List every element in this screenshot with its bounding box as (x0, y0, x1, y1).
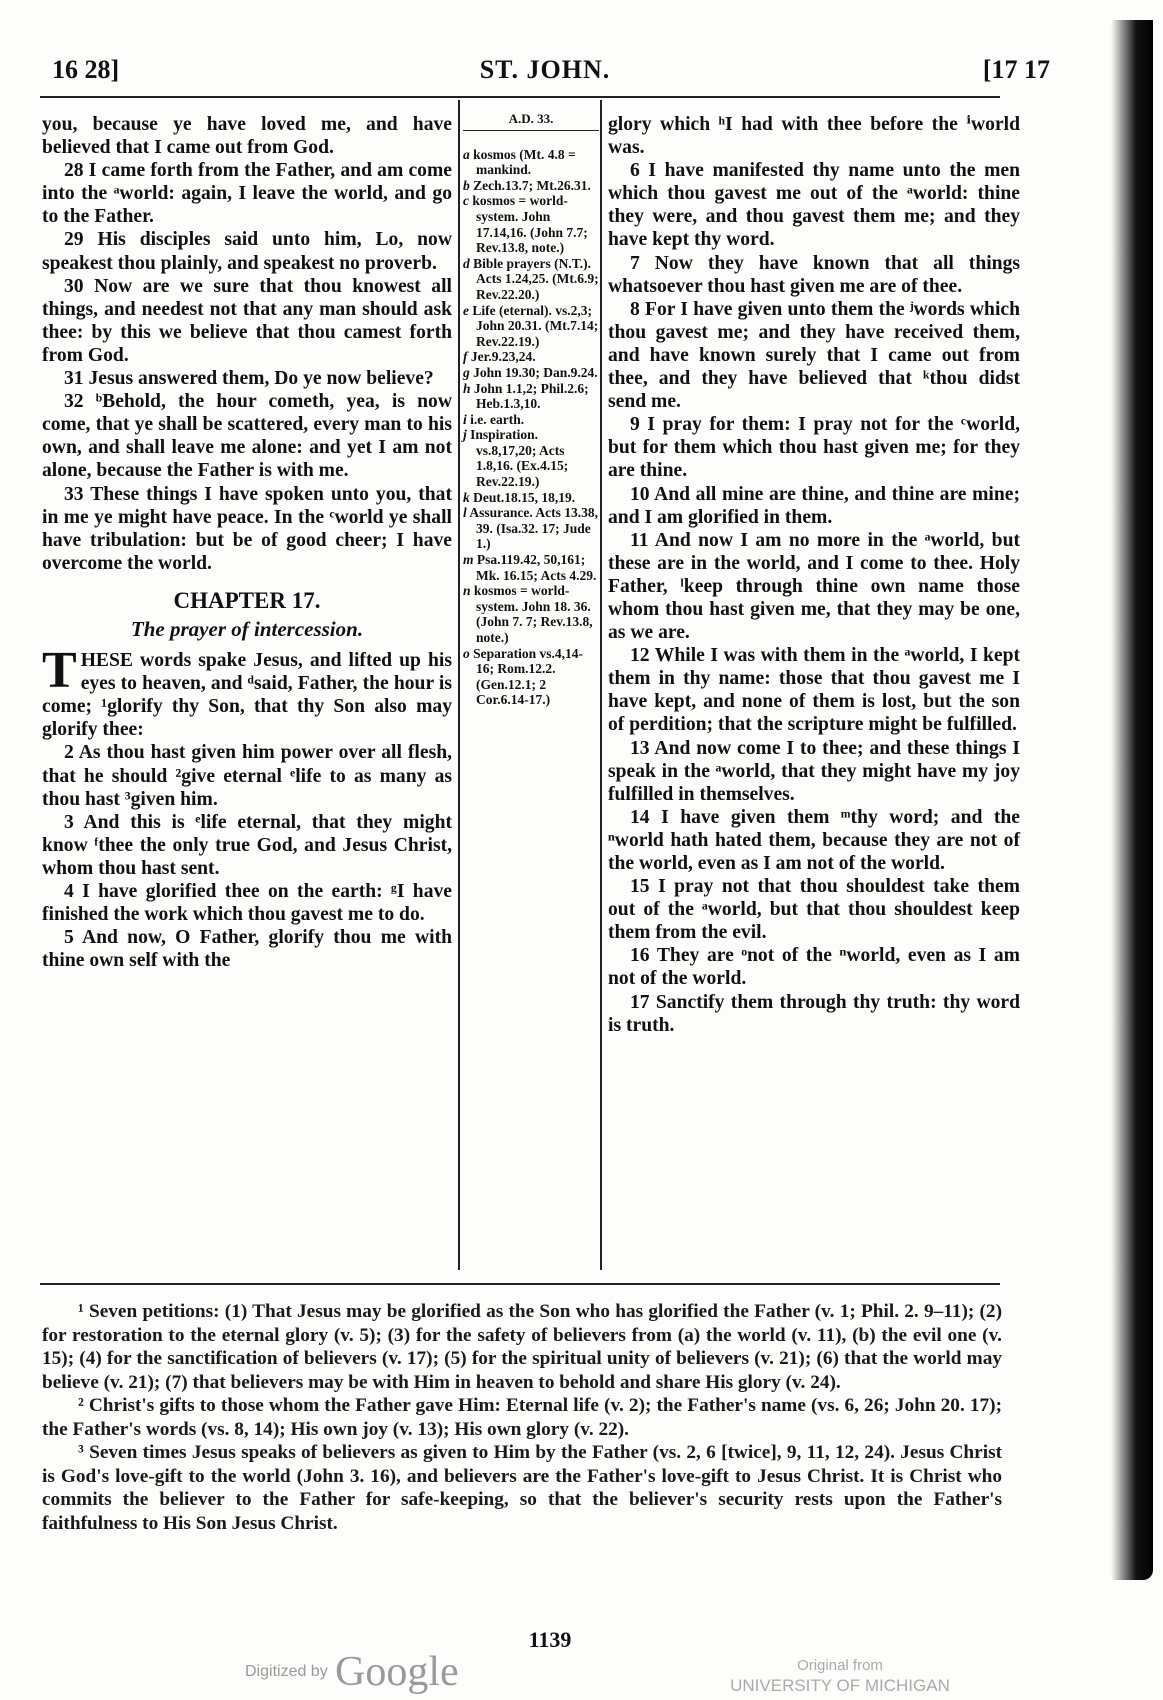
verse-paragraph: 11 And now I am no more in the ᵃworld, but these are in the world, and I come to thee. Holy Father, ˡkeep through thine own name those whom thou hast given me, that they may be one, as we are. (608, 529, 1020, 644)
page-number: 1139 (528, 1627, 572, 1652)
reference-entry (463, 193, 599, 256)
digitized-by-label: Digitized by (245, 1663, 328, 1680)
header-title: ST. JOHN. (479, 55, 611, 84)
reference-letter: j (463, 427, 467, 443)
reference-letter: d (463, 255, 470, 271)
reference-letter: m (463, 552, 474, 568)
verse-paragraph: glory which ʰI had with thee before the ⁱworld was. (608, 114, 1020, 159)
verse-paragraph: 14 I have given them ᵐthy word; and the ⁿworld hath hated them, because they are not of the world, even as I am not of the world. (608, 806, 1020, 874)
reference-text: Bible prayers (N.T.). Acts 1.24,25. (Mt.6.9; Rev.22.20.) (473, 255, 599, 302)
verse-paragraph: 30 Now are we sure that thou knowest all things, and needest not that any man should ask thee: by this we believe that thou camest forth from God. (42, 275, 452, 366)
original-from-label: Original from (797, 1657, 883, 1674)
reference-text: kosmos (Mt. 4.8 = mankind. (473, 146, 576, 178)
drop-cap: T (42, 642, 77, 700)
chapter-heading: CHAPTER 17. (173, 587, 321, 613)
reference-letter: k (463, 489, 470, 505)
reference-text: Inspiration. vs.8,17,20; Acts 1.8,16. (Ex.4.15; Rev.22.19.) (470, 427, 569, 490)
reference-letter: c (463, 193, 469, 209)
footnote: ³ Seven times Jesus speaks of believers as given to Him by the Father (vs. 2, 6 [twice], 9, 11, 12, 24). Jesus Christ is God's love-gift to the world (John 3. 16), and believers are the Father's love-gift to Jesus Christ. It is Christ who commits the believer to the Father for safe-keeping, so that the believer's security rests upon the Father's faithfulness to His Son Jesus Christ. (42, 1442, 1002, 1534)
verse-paragraph: 28 I came forth from the Father, and am come into the ᵃworld: again, I leave the world, and go to the Father. (42, 160, 452, 228)
footnote-rule (40, 1283, 1000, 1285)
verse-text: HESE words spake Jesus, and lifted up his eyes to heaven, and ᵈsaid, Father, the hour is come; ¹glorify thy Son, that thy Son also may glorify thee: (42, 650, 452, 741)
verse-paragraph: 5 And now, O Father, glorify thou me with thine own self with the (42, 927, 452, 972)
verse-paragraph: 12 While I was with them in the ᵃworld, I kept them in thy name: those that thou gavest me I have kept, and none of them is lost, but the son of perdition; that the scripture might be fulfilled. (608, 645, 1020, 736)
right-text-column (608, 113, 1020, 1037)
reference-text: Separation vs.4,14-16; Rom.12.2. (Gen.12.1; 2 Cor.6.14-17.) (473, 645, 584, 708)
reference-text: John 1.1,2; Phil.2.6; Heb.1.3,10. (473, 380, 589, 412)
reference-letter: e (463, 302, 469, 318)
google-logo: Google (335, 1649, 459, 1695)
footnotes (42, 1300, 1002, 1535)
reference-letter: a (463, 146, 470, 162)
reference-text: kosmos = world-system. John 18. 36. (John 7. 7; Rev.13.8, note.) (473, 583, 593, 645)
left-text-column (42, 113, 452, 972)
page-edge-shadow (1111, 20, 1153, 1580)
chapter-subtitle: The prayer of intercession. (130, 616, 364, 641)
verse-paragraph: 10 And all mine are thine, and thine are mine; and I am glorified in them. (608, 483, 1020, 528)
reference-entry (463, 177, 599, 194)
header-rule (40, 96, 1000, 98)
reference-letter: l (463, 505, 467, 521)
reference-entry (463, 489, 599, 506)
verse-paragraph: 32 ᵇBehold, the hour cometh, yea, is now come, that ye shall be scattered, every man to his own, and shall leave me alone: and yet I am not alone, because the Father is with me. (42, 391, 452, 482)
verse-paragraph: 9 I pray for them: I pray not for the ᶜworld, but for them which thou hast given me; for they are thine. (608, 414, 1020, 482)
verse-paragraph: 2 As thou hast given him power over all flesh, that he should ²give eternal ᵉlife to as many as thou hast ³given him. (42, 742, 452, 810)
verse-paragraph: 6 I have manifested thy name unto the men which thou gavest me out of the ᵃworld: thine they were, and thou gavest them me; and they have kept thy word. (608, 160, 1020, 251)
reference-text: Life (eternal). vs.2,3; John 20.31. (Mt.7.14; Rev.22.19.) (472, 302, 599, 349)
reference-text: Psa.119.42, 50,161; Mk. 16.15; Acts 4.29. (476, 552, 597, 583)
verse-paragraph (42, 642, 452, 741)
verse-paragraph: 29 His disciples said unto him, Lo, now speakest thou plainly, and speakest no proverb. (42, 229, 452, 274)
university-label: UNIVERSITY OF MICHIGAN (730, 1676, 950, 1695)
reference-entry (463, 146, 599, 178)
reference-date: A.D. 33. (463, 111, 599, 131)
reference-entry (463, 302, 599, 350)
reference-text: Deut.18.15, 18,19. (473, 489, 576, 505)
reference-letter: i (463, 411, 467, 427)
verse-paragraph: 3 And this is ᵉlife eternal, that they might know ᶠthee the only true God, and Jesus Christ, whom thou hast sent. (42, 811, 452, 879)
reference-letter: g (463, 364, 470, 380)
verse-paragraph: 13 And now come I to thee; and these things I speak in the ᵃworld, that they might have my joy fulfilled in themselves. (608, 737, 1020, 805)
reference-letter: b (463, 177, 470, 193)
verse-paragraph: you, because ye have loved me, and have believed that I came out from God. (42, 114, 452, 159)
reference-entry (463, 505, 599, 552)
verse-paragraph: 15 I pray not that thou shouldest take them out of the ᵃworld, but that thou shouldest keep them from the evil. (608, 876, 1020, 944)
footnote: ¹ Seven petitions: (1) That Jesus may be glorified as the Son who has glorified the Father (v. 1; Phil. 2. 9–11); (2) for restoration to the eternal glory (v. 5); (3) for the safety of believers from (a) the world (v. 11), (b) the evil one (v. 15); (4) for the sanctification of believers (v. 17); (5) for the spiritual unity of believers (v. 21); (6) that the world may believe (v. 21); (7) that believers may be with Him in heaven to behold and share His glory (v. 24). (42, 1301, 1002, 1393)
verse-paragraph: 31 Jesus answered them, Do ye now believe? (64, 368, 434, 390)
verse-paragraph: 7 Now they have known that all things whatsoever thou hast given me are of thee. (608, 252, 1020, 297)
reference-letter: h (463, 380, 471, 396)
reference-text: Zech.13.7; Mt.26.31. (473, 177, 591, 193)
cross-reference-column (463, 111, 599, 708)
reference-text: kosmos = world-system. John 17.14,16. (John 7.7; Rev.13.8, note.) (472, 193, 588, 256)
running-header (40, 50, 1050, 90)
verse-paragraph: 33 These things I have spoken unto you, that in me ye might have peace. In the ᶜworld ye shall have tribulation: but be of good cheer; I have overcome the world. (42, 483, 452, 574)
footnote: ² Christ's gifts to those whom the Father gave Him: Eternal life (v. 2); the Father's name (vs. 6, 26; John 20. 17); the Father's words (vs. 8, 14); His own joy (v. 13); His own glory (v. 22). (42, 1395, 1002, 1440)
reference-entry (463, 349, 599, 365)
reference-entry (463, 255, 599, 303)
reference-text: Assurance. Acts 13.38, 39. (Isa.32. 17; Jude 1.) (469, 505, 599, 552)
reference-entry (463, 645, 599, 708)
header-left: 16 28] (52, 55, 120, 84)
reference-text: i.e. earth. (470, 411, 525, 427)
reference-entry (463, 364, 599, 381)
reference-text: Jer.9.23,24. (470, 349, 536, 365)
verse-paragraph: 8 For I have given unto them the ʲwords which thou gavest me; and they have received them, and have known surely that I came out from thee, and they have believed that ᵏthou didst send me. (608, 298, 1020, 413)
reference-letter: f (463, 349, 468, 365)
reference-letter: n (463, 583, 471, 599)
reference-entry (463, 427, 599, 490)
reference-entry (463, 583, 599, 645)
verse-paragraph: 16 They are ᵒnot of the ⁿworld, even as I am not of the world. (608, 945, 1020, 990)
reference-entry (463, 411, 599, 428)
header-right: [17 17 (982, 55, 1050, 84)
reference-entry (463, 552, 599, 583)
reference-letter: o (463, 645, 470, 661)
reference-text: John 19.30; Dan.9.24. (473, 364, 598, 380)
column-divider-right (600, 100, 602, 1270)
reference-entry (463, 380, 599, 412)
column-divider-left (458, 100, 460, 1270)
reference-list (463, 147, 599, 708)
verse-paragraph: 4 I have glorified thee on the earth: ᵍI have finished the work which thou gavest me to do. (42, 881, 452, 926)
verse-paragraph: 17 Sanctify them through thy truth: thy word is truth. (608, 991, 1020, 1036)
